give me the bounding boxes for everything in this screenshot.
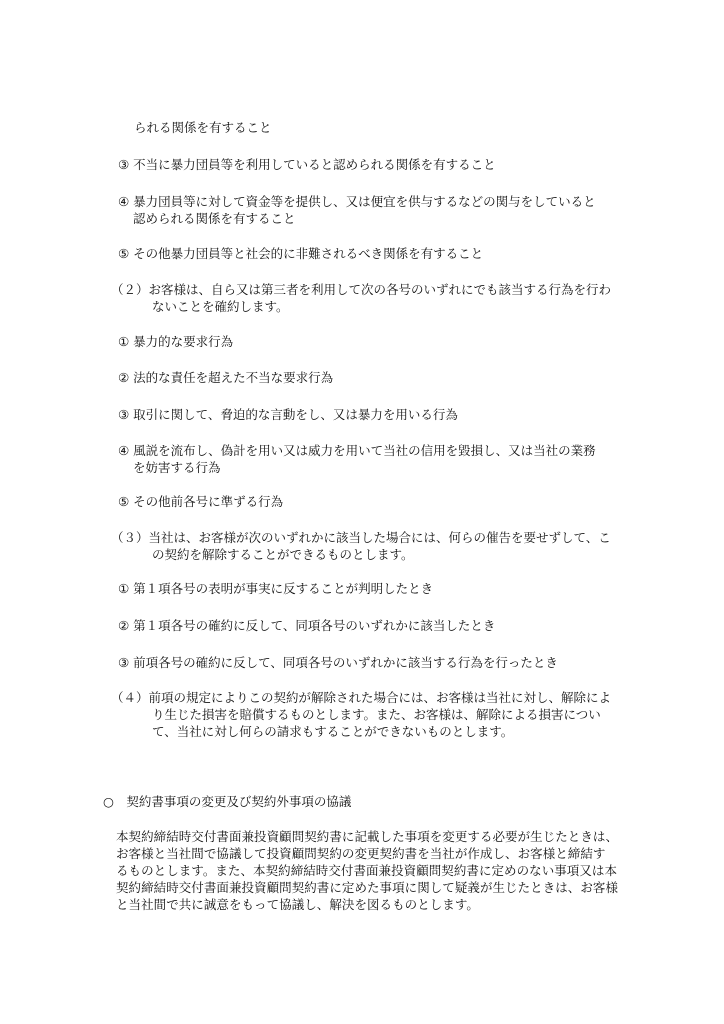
section2-paragraph: （２）お客様は、自ら又は第三者を利用して次の各号のいずれにでも該当する行為を行わ [111, 282, 612, 297]
section2-item-3: ③ 取引に関して、脅迫的な言動をし、又は暴力を用いる行為 [118, 407, 458, 422]
clause-heading: ○ 契約書事項の変更及び契約外事項の協議 [103, 794, 352, 809]
section2-paragraph-cont: ないことを確約します。 [152, 299, 289, 314]
section1-item-3: ③ 不当に暴力団員等を利用していると認められる関係を有すること [118, 157, 496, 172]
section1-item-4: ④ 暴力団員等に対して資金等を提供し、又は便宜を供与するなどの関与をしていると [118, 194, 596, 209]
clause-body-line-4: 契約締結時交付書面兼投資顧問契約書に定めた事項に関して疑義が生じたときは、お客様 [116, 880, 619, 895]
section2-item-2: ② 法的な責任を超えた不当な要求行為 [118, 370, 334, 385]
section1-continuation: られる関係を有すること [134, 120, 272, 135]
section4-paragraph: （４）前項の規定によりこの契約が解除された場合には、お客様は当社に対し、解除によ [111, 690, 612, 705]
section2-item-5: ⑤ その他前各号に準ずる行為 [118, 494, 284, 509]
clause-body-line-5: と当社間で共に誠意をもって協議し、解決を図るものとします。 [116, 897, 479, 912]
section4-paragraph-cont-1: り生じた損害を賠償するものとします。また、お客様は、解除による損害につい [152, 707, 601, 722]
section3-item-2: ② 第１項各号の確約に反して、同項各号のいずれかに該当したとき [118, 618, 496, 633]
section3-item-3: ③ 前項各号の確約に反して、同項各号のいずれかに該当する行為を行ったとき [118, 655, 558, 670]
clause-body-line-3: るものとします。また、本契約締結時交付書面兼投資顧問契約書に定めのない事項又は本 [116, 863, 618, 878]
section4-paragraph-cont-2: て、当社に対し何らの請求もすることができないものとします。 [152, 724, 514, 739]
section1-item-5: ⑤ その他暴力団員等と社会的に非難されるべき関係を有すること [118, 246, 484, 261]
section3-paragraph-cont: の契約を解除することができるものとします。 [152, 547, 414, 562]
section3-paragraph: （３）当社は、お客様が次のいずれかに該当した場合には、何らの催告を要せずして、こ [111, 530, 611, 545]
section2-item-4-cont: を妨害する行為 [133, 460, 221, 475]
clause-body-line-1: 本契約締結時交付書面兼投資顧問契約書に記載した事項を変更する必要が生じたときは、 [116, 829, 619, 844]
section1-item-4-cont: 認められる関係を有すること [133, 211, 296, 226]
section2-item-1: ① 暴力的な要求行為 [118, 334, 234, 349]
section3-item-1: ① 第１項各号の表明が事実に反することが判明したとき [118, 581, 434, 596]
clause-body-line-2: お客様と当社間で協議して投資顧問契約の変更契約書を当社が作成し、お客様と締結す [116, 846, 606, 861]
section2-item-4: ④ 風説を流布し、偽計を用い又は威力を用いて当社の信用を毀損し、又は当社の業務 [118, 443, 596, 458]
